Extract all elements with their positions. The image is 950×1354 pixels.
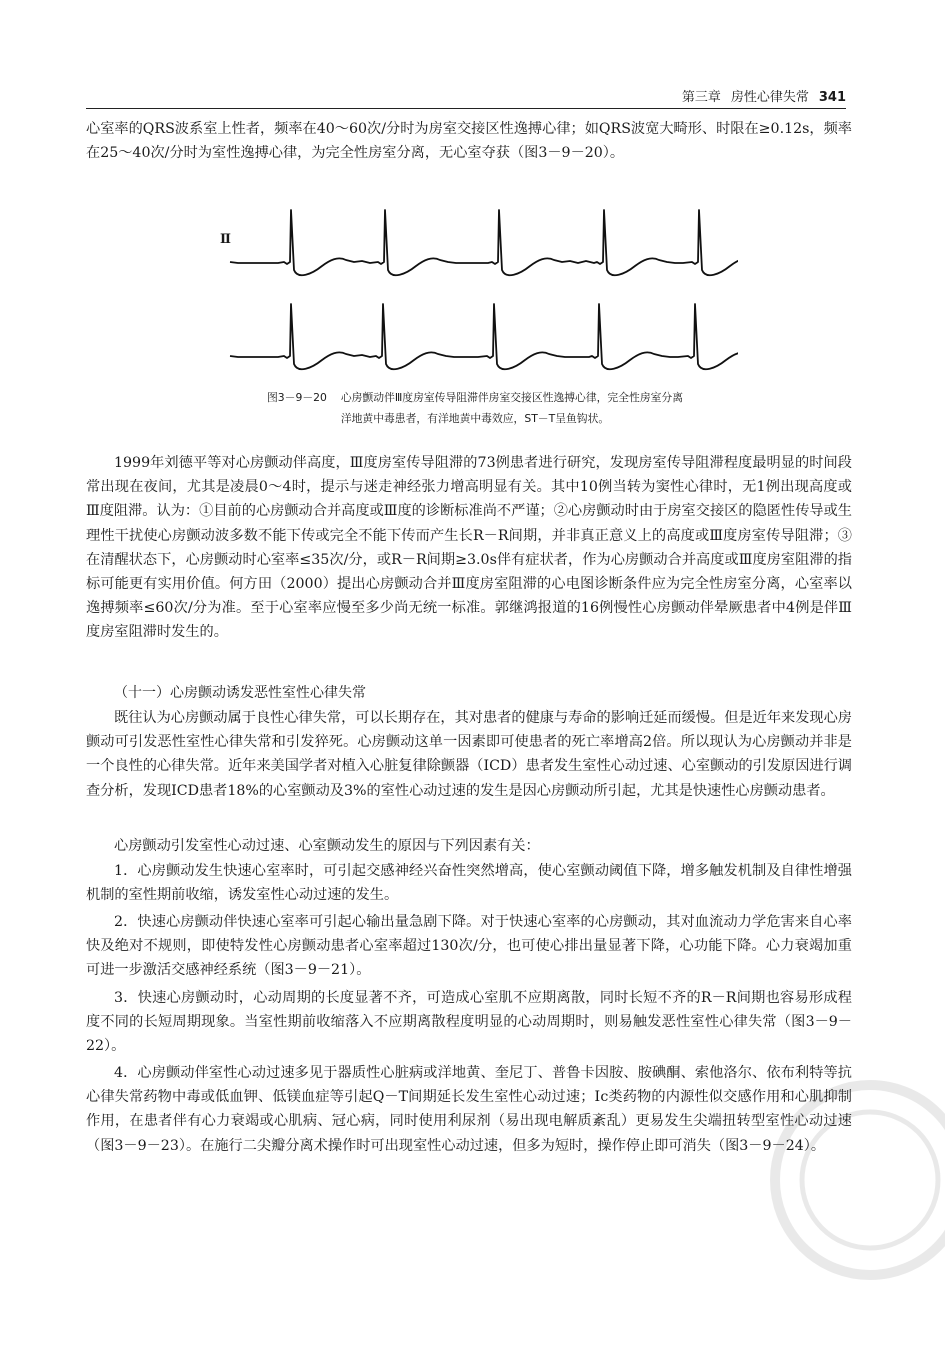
list-item-1: 1．心房颤动发生快速心室率时，可引起交感神经兴奋性突然增高，使心室颤动阈值下降，增多触发机制及自律性增强机制的室性期前收缩，诱发室性心动过速的发生。 [86, 863, 852, 904]
list-item-3: 3．快速心房颤动时，心动周期的长度显著不齐，可造成心室肌不应期离散，同时长短不齐的R－R间期也容易形成程度不同的长短周期现象。当室性期前收缩落入不应期离散程度明显的心动周期时，则易触发恶性室性心律失常（图3－9－22）。 [86, 990, 852, 1055]
ecg-lead-label: Ⅱ [220, 232, 231, 247]
ecg-figure [218, 206, 738, 378]
figure-caption-line-2: 洋地黄中毒患者，有洋地黄中毒效应，ST－T呈鱼钩状。 [340, 412, 610, 425]
header-title: 房性心律失常 [730, 90, 809, 105]
running-header [86, 86, 846, 109]
paragraph-causes-intro: 心房颤动引发室性心动过速、心室颤动发生的原因与下列因素有关： [114, 838, 540, 854]
ecg-trace-2 [230, 304, 738, 369]
figure-number: 图3－9－20 [266, 391, 327, 404]
ecg-trace-1 [230, 210, 738, 275]
paragraph-intro: 心室率的QRS波系室上性者，频率在40～60次/分时为房室交接区性逸搏心律；如QRS波宽大畸形、时限在≥0.12s，频率在25～40次/分时为室性逸搏心律，为完全性房室分离，无心室夺获（图3－9－20）。 [86, 121, 852, 162]
list-item-4: 4．心房颤动伴室性心动过速多见于器质性心脏病或洋地黄、奎尼丁、普鲁卡因胺、胺碘酮、索他洛尔、依布利特等抗心律失常药物中毒或低血钾、低镁血症等引起Q－T间期延长发生室性心动过速；Ⅰc类药物的内源性似交感作用和心肌抑制作用，在患者伴有心力衰竭或心肌病、冠心病，同时使用利尿剂（易出现电解质紊乱）更易发生尖端扭转型室性心动过速（图3－9－23）。在施行二尖瓣分离术操作时可出现室性心动过速，但多为短时，操作停止即可消失（图3－9－24）。 [86, 1065, 852, 1154]
figure-caption-line-1 [120, 389, 830, 407]
paragraph-benign-view: 既往认为心房颤动属于良性心律失常，可以长期存在，其对患者的健康与寿命的影响迁延而缓慢。但是近年来发现心房颤动可引发恶性室性心律失常和引发猝死。心房颤动这单一因素即可使患者的死亡率增高2倍。所以现认为心房颤动并非是一个良性的心律失常。近年来美国学者对植入心脏复律除颤器（ICD）患者发生室性心动过速、心室颤动的引发原因进行调查分析，发现ICD患者18%的心室颤动及3%的室性心动过速的发生是因心房颤动所引起，尤其是快速性心房颤动患者。 [86, 710, 852, 799]
figure-caption-text: 心房颤动伴Ⅲ度房室传导阻滞伴房室交接区性逸搏心律，完全性房室分离 [340, 391, 684, 404]
page-number: 341 [818, 90, 846, 105]
header-chapter: 第三章 [681, 90, 721, 105]
paragraph-1999-study: 1999年刘德平等对心房颤动伴高度，Ⅲ度房室传导阻滞的73例患者进行研究，发现房室传导阻滞程度最明显的时间段常出现在夜间，尤其是凌晨0～4时，提示与迷走神经张力增高明显有关。其中10例当转为窦性心律时，无1例出现高度或Ⅲ度阻滞。认为：①目前的心房颤动合并高度或Ⅲ度的诊断标准尚不严谨；②心房颤动时由于房室交接区的隐匿性传导或生理性干扰使心房颤动波多数不能下传或完全不能下传而产生长R－R间期，并非真正意义上的高度或Ⅲ度房室传导阻滞；③在清醒状态下，心房颤动时心室率≤35次/分，或R－R间期≥3.0s伴有症状者，作为心房颤动合并高度或Ⅲ度房室阻滞的指标可能更有实用价值。何方田（2000）提出心房颤动合并Ⅲ度房室阻滞的心电图诊断条件应为完全性房室分离，心室率以逸搏频率≤60次/分为准。至于心室率应慢至多少尚无统一标准。郭继鸿报道的16例慢性心房颤动伴晕厥患者中4例是伴Ⅲ度房室阻滞时发生的。 [86, 455, 852, 641]
list-item-2: 2．快速心房颤动伴快速心室率可引起心输出量急剧下降。对于快速心室率的心房颤动，其对血流动力学危害来自心率快及绝对不规则，即使特发性心房颤动患者心室率超过130次/分，也可使心排出量显著下降，心功能下降。心力衰竭加重可进一步激活交感神经系统（图3－9－21）。 [86, 914, 852, 979]
section-heading: （十一）心房颤动诱发恶性室性心律失常 [114, 685, 366, 701]
